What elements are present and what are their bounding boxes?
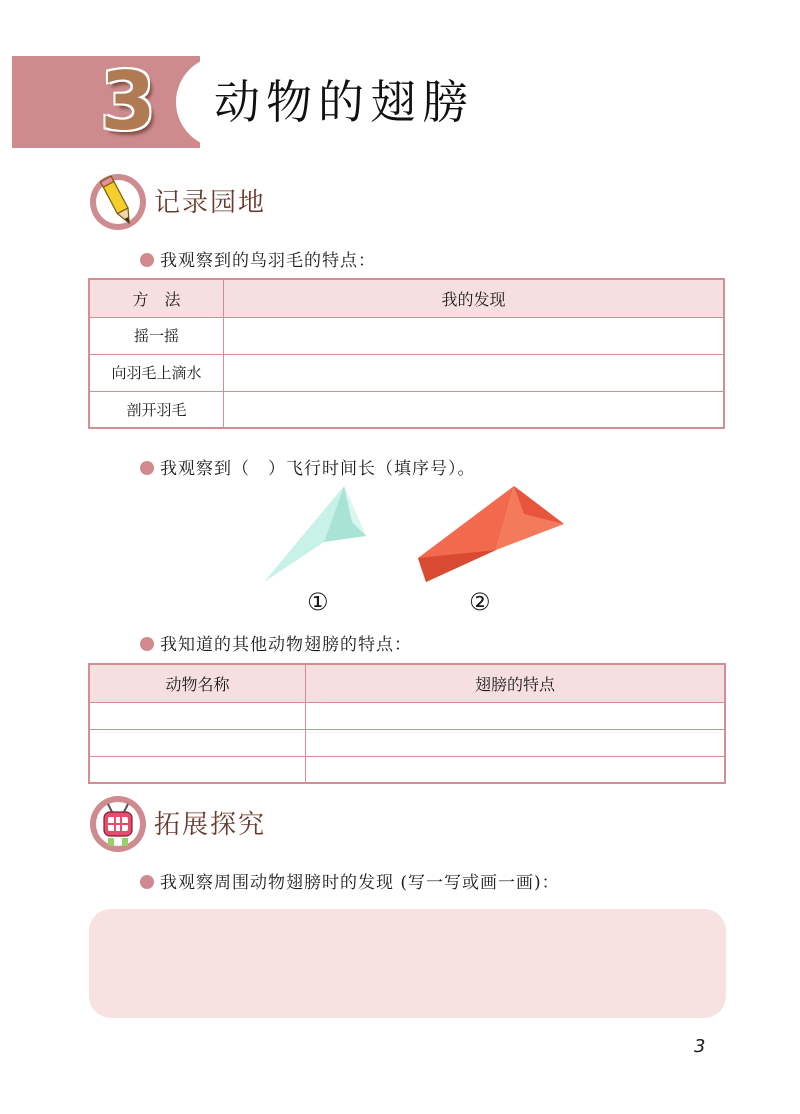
bullet-dot-icon: [140, 461, 154, 475]
bullet-dot-icon: [140, 875, 154, 889]
plane-prompt: [140, 454, 476, 479]
finding-cell[interactable]: [224, 317, 725, 354]
wing-feature-cell[interactable]: [306, 756, 726, 783]
finding-cell[interactable]: [224, 354, 725, 391]
extend-section-heading: [90, 796, 390, 856]
wing-feature-cell[interactable]: [306, 702, 726, 729]
paper-plane-1-icon: [258, 482, 378, 586]
table-row: [89, 756, 725, 783]
table-row: [89, 354, 724, 391]
drawing-area[interactable]: [89, 909, 726, 1018]
column-header-wing-feature: 翅膀的特点: [306, 664, 726, 702]
pencil-icon: [90, 174, 146, 230]
feather-prompt: [140, 246, 376, 271]
chapter-number: 3: [100, 55, 156, 148]
table-row: [89, 702, 725, 729]
chapter-title: 动物的翅膀: [214, 75, 474, 129]
page-number: 3: [694, 1036, 706, 1057]
method-cell: 摇一摇: [89, 317, 224, 354]
animal-prompt: [140, 630, 412, 655]
table-header-row: [89, 664, 725, 702]
method-cell: 向羽毛上滴水: [89, 354, 224, 391]
record-section-title: 记录园地: [154, 188, 267, 218]
feather-prompt-text: 我观察到的鸟羽毛的特点：: [160, 251, 376, 271]
column-header-method: 方 法: [89, 279, 224, 317]
feather-table: [88, 278, 725, 429]
animal-name-cell[interactable]: [89, 702, 306, 729]
extend-prompt: [140, 868, 560, 893]
plane-2-label: ②: [469, 588, 491, 616]
extend-section-title: 拓展探究: [154, 810, 267, 840]
record-section-heading: [90, 174, 390, 234]
wing-feature-cell[interactable]: [306, 729, 726, 756]
paper-plane-2-icon: [414, 484, 566, 584]
extend-prompt-text: 我观察周围动物翅膀时的发现 (写一写或画一画)：: [160, 873, 560, 893]
bullet-dot-icon: [140, 253, 154, 267]
method-cell: 剖开羽毛: [89, 391, 224, 428]
table-row: [89, 317, 724, 354]
plane-1-label: ①: [307, 588, 329, 616]
animal-name-cell[interactable]: [89, 729, 306, 756]
animal-table: [88, 663, 726, 784]
table-row: [89, 729, 725, 756]
bullet-dot-icon: [140, 637, 154, 651]
animal-name-cell[interactable]: [89, 756, 306, 783]
animal-prompt-text: 我知道的其他动物翅膀的特点：: [160, 635, 412, 655]
robot-icon: [90, 796, 146, 852]
column-header-finding: 我的发现: [224, 279, 725, 317]
column-header-animal-name: 动物名称: [89, 664, 306, 702]
plane-prompt-text: 我观察到（ ）飞行时间长（填序号）。: [160, 459, 476, 479]
table-header-row: [89, 279, 724, 317]
finding-cell[interactable]: [224, 391, 725, 428]
table-row: [89, 391, 724, 428]
